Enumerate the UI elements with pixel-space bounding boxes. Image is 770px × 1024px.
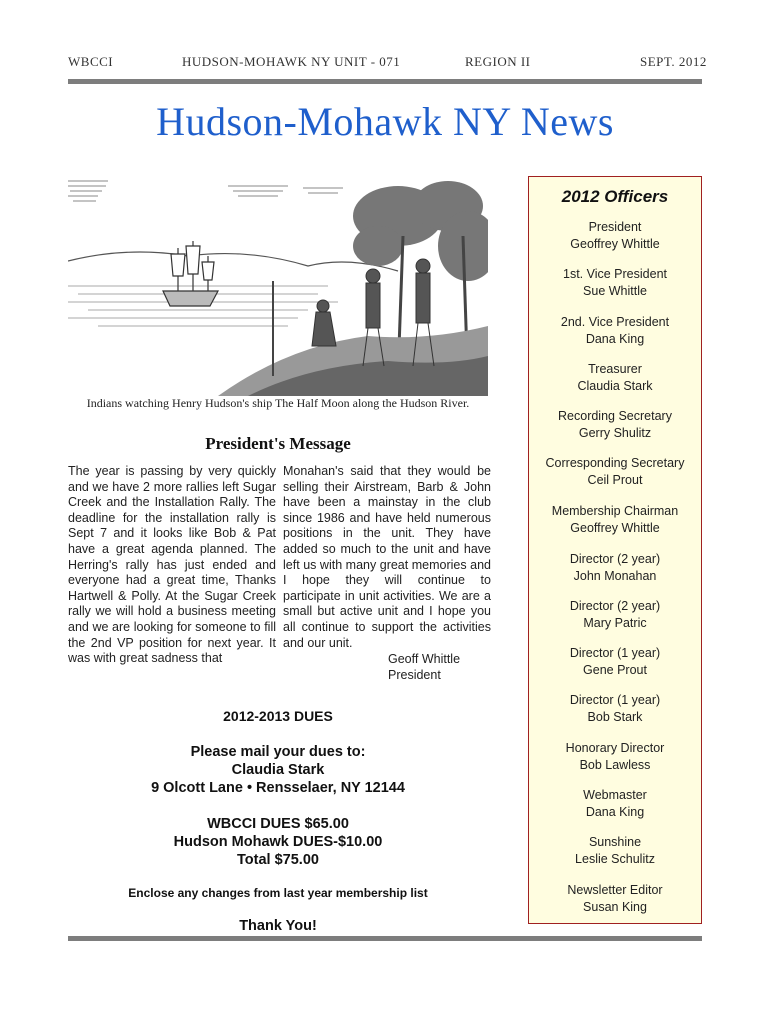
officer-name: Ceil Prout	[587, 473, 643, 487]
officer-entry	[529, 740, 701, 774]
officer-entry	[529, 787, 701, 821]
officer-name: Geoffrey Whittle	[570, 237, 660, 251]
dues-mail-address: 9 Olcott Lane • Rensselaer, NY 12144	[151, 780, 405, 796]
message-column-1: The year is passing by very quickly and we have 2 more rallies left Sugar Creek and the Installation Rally. The deadline for the installation rally is Sept 7 and it looks like Bob & Pat have a great agenda planned. The Herring's rally has just ended and everyone had a great time, Thanks Hartwell & Polly. At the Sugar Creek rally we will hold a business meeting and we are looking for someone to fill the 2nd VP position for next year. It was with great sadness that	[68, 464, 276, 666]
officer-role: Director (1 year)	[569, 646, 661, 660]
officers-title: 2012 Officers	[561, 187, 669, 206]
officer-role: Webmaster	[583, 788, 647, 802]
signature-name: Geoff Whittle	[388, 652, 461, 666]
officer-name: Leslie Schulitz	[575, 852, 655, 866]
signature-title: President	[388, 668, 441, 682]
thank-you: Thank You!	[239, 918, 317, 934]
bottom-rule	[68, 936, 702, 941]
officer-role: 1st. Vice President	[563, 267, 667, 281]
header-unit: HUDSON-MOHAWK NY UNIT - 071	[182, 54, 401, 69]
officer-name: John Monahan	[573, 569, 657, 583]
dues-wbcci: WBCCI DUES $65.00	[207, 816, 349, 832]
officer-entry	[529, 503, 701, 537]
newsletter-title: Hudson-Mohawk NY News	[156, 99, 614, 144]
header-org: WBCCI	[68, 54, 114, 69]
officer-entry	[529, 551, 701, 585]
dues-hudson: Hudson Mohawk DUES-$10.00	[173, 834, 383, 850]
officer-entry	[529, 266, 701, 300]
officer-entry	[529, 645, 701, 679]
officer-name: Gerry Shulitz	[578, 426, 652, 440]
officer-name: Susan King	[583, 900, 647, 914]
officer-name: Claudia Stark	[577, 379, 653, 393]
hudson-river-illustration	[68, 176, 488, 396]
officer-role: Sunshine	[588, 835, 642, 849]
officer-role: Director (1 year)	[569, 693, 661, 707]
presidents-message-title: President's Message	[205, 434, 351, 453]
officer-role: Corresponding Secretary	[545, 456, 685, 470]
officers-box	[528, 176, 702, 924]
officer-entry	[529, 219, 701, 253]
officer-role: Director (2 year)	[569, 599, 661, 613]
officer-role: President	[588, 220, 642, 234]
officer-entry	[529, 834, 701, 868]
officer-entry	[529, 361, 701, 395]
officer-role: Treasurer	[588, 362, 642, 376]
officer-role: Membership Chairman	[551, 504, 679, 518]
officer-name: Gene Prout	[583, 663, 647, 677]
officer-entry	[529, 408, 701, 442]
officer-name: Bob Lawless	[579, 758, 651, 772]
officer-name: Dana King	[585, 332, 645, 346]
officer-role: Director (2 year)	[569, 552, 661, 566]
officer-name: Mary Patric	[583, 616, 647, 630]
officer-entry	[529, 882, 701, 916]
header-region: REGION II	[465, 54, 531, 69]
top-rule	[68, 79, 702, 84]
dues-mail-line: Please mail your dues to:	[190, 744, 366, 760]
dues-heading: 2012-2013 DUES	[223, 708, 333, 724]
officer-role: Newsletter Editor	[567, 883, 663, 897]
dues-mail-name: Claudia Stark	[231, 762, 325, 778]
message-column-2: Monahan's said that they would be selling their Airstream, Barb & John have been a mainstay in the club since 1986 and have held numerous positions in the unit. They have added so much to the unit and have left us with many great memories and I hope they will continue to participate in unit activities. We are a small but active unit and I hope you all continue to support the activities and our unit.	[283, 464, 491, 650]
image-caption: Indians watching Henry Hudson's ship The Half Moon along the Hudson River.	[86, 396, 470, 410]
officer-entry	[529, 455, 701, 489]
dues-note: Enclose any changes from last year membership list	[128, 886, 428, 900]
officer-role: Honorary Director	[565, 741, 665, 755]
officer-role: Recording Secretary	[558, 409, 672, 423]
officer-entry	[529, 598, 701, 632]
officer-entry	[529, 314, 701, 348]
officer-name: Sue Whittle	[583, 284, 647, 298]
header-date: SEPT. 2012	[640, 54, 707, 69]
officer-entry	[529, 692, 701, 726]
officer-name: Dana King	[585, 805, 645, 819]
officer-name: Geoffrey Whittle	[570, 521, 660, 535]
officer-name: Bob Stark	[587, 710, 643, 724]
officer-role: 2nd. Vice President	[560, 315, 670, 329]
dues-total: Total $75.00	[237, 852, 319, 868]
